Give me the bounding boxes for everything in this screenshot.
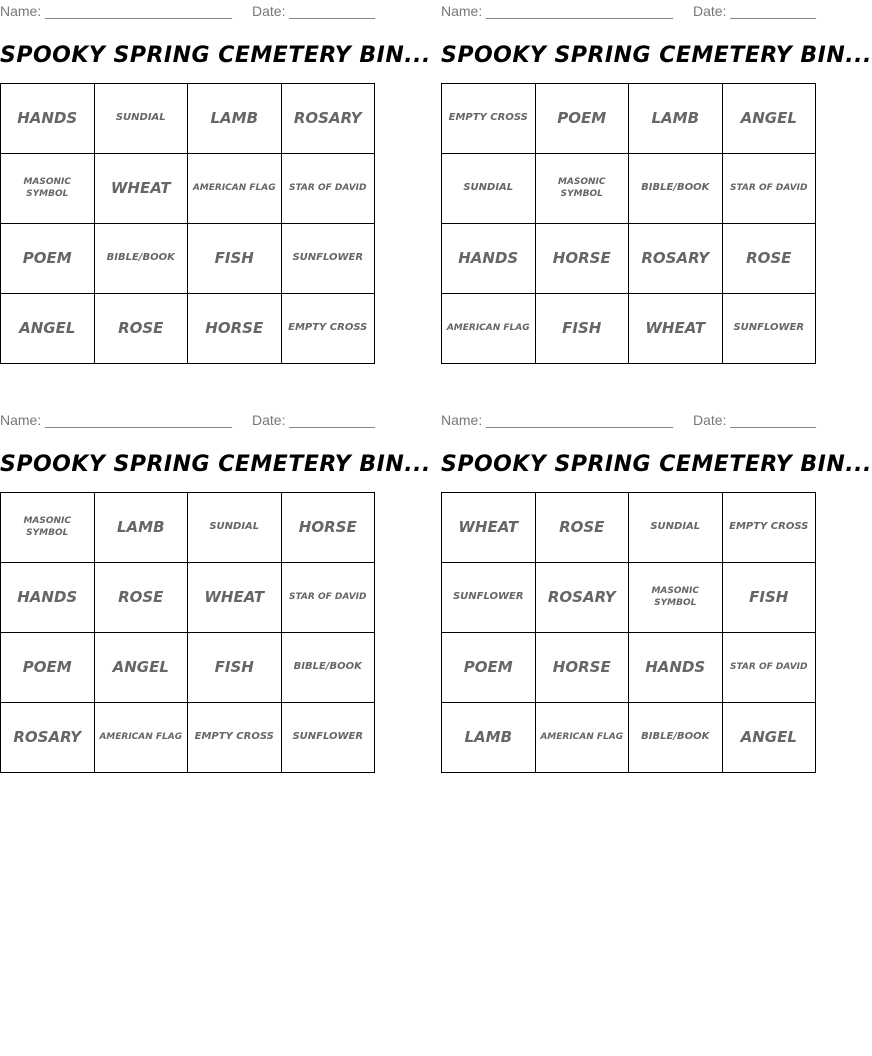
bingo-cell[interactable]: SUNDIAL [442, 154, 536, 224]
bingo-cell[interactable]: MASONIC SYMBOL [629, 563, 723, 633]
bingo-grid [0, 492, 375, 773]
name-field[interactable]: Name: ________________________ [0, 412, 232, 428]
bingo-cell[interactable]: AMERICAN FLAG [442, 294, 536, 364]
bingo-cell[interactable]: ANGEL [95, 633, 189, 703]
name-date-line [441, 409, 816, 431]
bingo-cell[interactable]: MASONIC SYMBOL [1, 154, 95, 224]
bingo-cell[interactable]: AMERICAN FLAG [536, 703, 630, 773]
bingo-cell[interactable]: HORSE [188, 294, 282, 364]
bingo-cell[interactable]: LAMB [95, 493, 189, 563]
bingo-cell[interactable]: SUNFLOWER [282, 224, 376, 294]
bingo-card-4 [441, 409, 872, 747]
bingo-cell[interactable]: HANDS [629, 633, 723, 703]
bingo-cell[interactable]: SUNDIAL [188, 493, 282, 563]
name-date-line [0, 0, 375, 22]
bingo-cell[interactable]: POEM [1, 633, 95, 703]
date-field[interactable]: Date: ___________ [252, 3, 375, 19]
bingo-cell[interactable]: POEM [442, 633, 536, 703]
bingo-cell[interactable]: ROSARY [282, 84, 376, 154]
bingo-cell[interactable]: BIBLE/BOOK [629, 703, 723, 773]
bingo-cell[interactable]: FISH [723, 563, 817, 633]
bingo-cell[interactable]: HORSE [536, 224, 630, 294]
name-field[interactable]: Name: ________________________ [441, 412, 673, 428]
date-field[interactable]: Date: ___________ [693, 412, 816, 428]
bingo-cell[interactable]: STAR OF DAVID [282, 563, 376, 633]
bingo-cell[interactable]: ROSE [723, 224, 817, 294]
bingo-cell[interactable]: ROSARY [1, 703, 95, 773]
bingo-cell[interactable]: FISH [188, 633, 282, 703]
bingo-cell[interactable]: LAMB [442, 703, 536, 773]
name-field[interactable]: Name: ________________________ [441, 3, 673, 19]
bingo-cell[interactable]: WHEAT [95, 154, 189, 224]
bingo-cell[interactable]: HANDS [442, 224, 536, 294]
bingo-cell[interactable]: HORSE [536, 633, 630, 703]
bingo-cell[interactable]: WHEAT [442, 493, 536, 563]
bingo-cell[interactable]: AMERICAN FLAG [188, 154, 282, 224]
card-title: SPOOKY SPRING CEMETERY BIN... [441, 43, 872, 68]
bingo-grid [441, 83, 816, 364]
bingo-cell[interactable]: ROSE [536, 493, 630, 563]
bingo-card-1 [0, 0, 431, 338]
bingo-cell[interactable]: SUNDIAL [629, 493, 723, 563]
bingo-cell[interactable]: FISH [536, 294, 630, 364]
bingo-cell[interactable]: EMPTY CROSS [282, 294, 376, 364]
bingo-cell[interactable]: ANGEL [723, 84, 817, 154]
bingo-cell[interactable]: WHEAT [188, 563, 282, 633]
bingo-cell[interactable]: ROSARY [536, 563, 630, 633]
name-date-line [441, 0, 816, 22]
bingo-cell[interactable]: HANDS [1, 563, 95, 633]
date-field[interactable]: Date: ___________ [252, 412, 375, 428]
bingo-cell[interactable]: FISH [188, 224, 282, 294]
bingo-card-2 [441, 0, 872, 338]
bingo-cell[interactable]: STAR OF DAVID [723, 633, 817, 703]
card-title: SPOOKY SPRING CEMETERY BIN... [0, 452, 431, 477]
card-title: SPOOKY SPRING CEMETERY BIN... [0, 43, 431, 68]
bingo-cell[interactable]: MASONIC SYMBOL [1, 493, 95, 563]
bingo-cell[interactable]: SUNFLOWER [282, 703, 376, 773]
bingo-cell[interactable]: STAR OF DAVID [282, 154, 376, 224]
bingo-cell[interactable]: EMPTY CROSS [188, 703, 282, 773]
bingo-cell[interactable]: HORSE [282, 493, 376, 563]
bingo-cell[interactable]: LAMB [629, 84, 723, 154]
bingo-cell[interactable]: ROSE [95, 294, 189, 364]
bingo-cell[interactable]: AMERICAN FLAG [95, 703, 189, 773]
bingo-cell[interactable]: BIBLE/BOOK [95, 224, 189, 294]
name-date-line [0, 409, 375, 431]
bingo-cell[interactable]: BIBLE/BOOK [629, 154, 723, 224]
bingo-cell[interactable]: STAR OF DAVID [723, 154, 817, 224]
bingo-cell[interactable]: BIBLE/BOOK [282, 633, 376, 703]
bingo-cell[interactable]: ANGEL [723, 703, 817, 773]
bingo-card-3 [0, 409, 431, 747]
bingo-cell[interactable]: SUNFLOWER [723, 294, 817, 364]
bingo-cell[interactable]: WHEAT [629, 294, 723, 364]
bingo-cell[interactable]: LAMB [188, 84, 282, 154]
bingo-cell[interactable]: SUNFLOWER [442, 563, 536, 633]
bingo-cell[interactable]: EMPTY CROSS [442, 84, 536, 154]
bingo-cell[interactable]: HANDS [1, 84, 95, 154]
bingo-cell[interactable]: ROSARY [629, 224, 723, 294]
bingo-cell[interactable]: POEM [1, 224, 95, 294]
bingo-grid [441, 492, 816, 773]
card-title: SPOOKY SPRING CEMETERY BIN... [441, 452, 872, 477]
bingo-cell[interactable]: SUNDIAL [95, 84, 189, 154]
bingo-cell[interactable]: POEM [536, 84, 630, 154]
bingo-cell[interactable]: EMPTY CROSS [723, 493, 817, 563]
date-field[interactable]: Date: ___________ [693, 3, 816, 19]
bingo-cell[interactable]: MASONIC SYMBOL [536, 154, 630, 224]
bingo-grid [0, 83, 375, 364]
bingo-cell[interactable]: ROSE [95, 563, 189, 633]
name-field[interactable]: Name: ________________________ [0, 3, 232, 19]
bingo-cell[interactable]: ANGEL [1, 294, 95, 364]
